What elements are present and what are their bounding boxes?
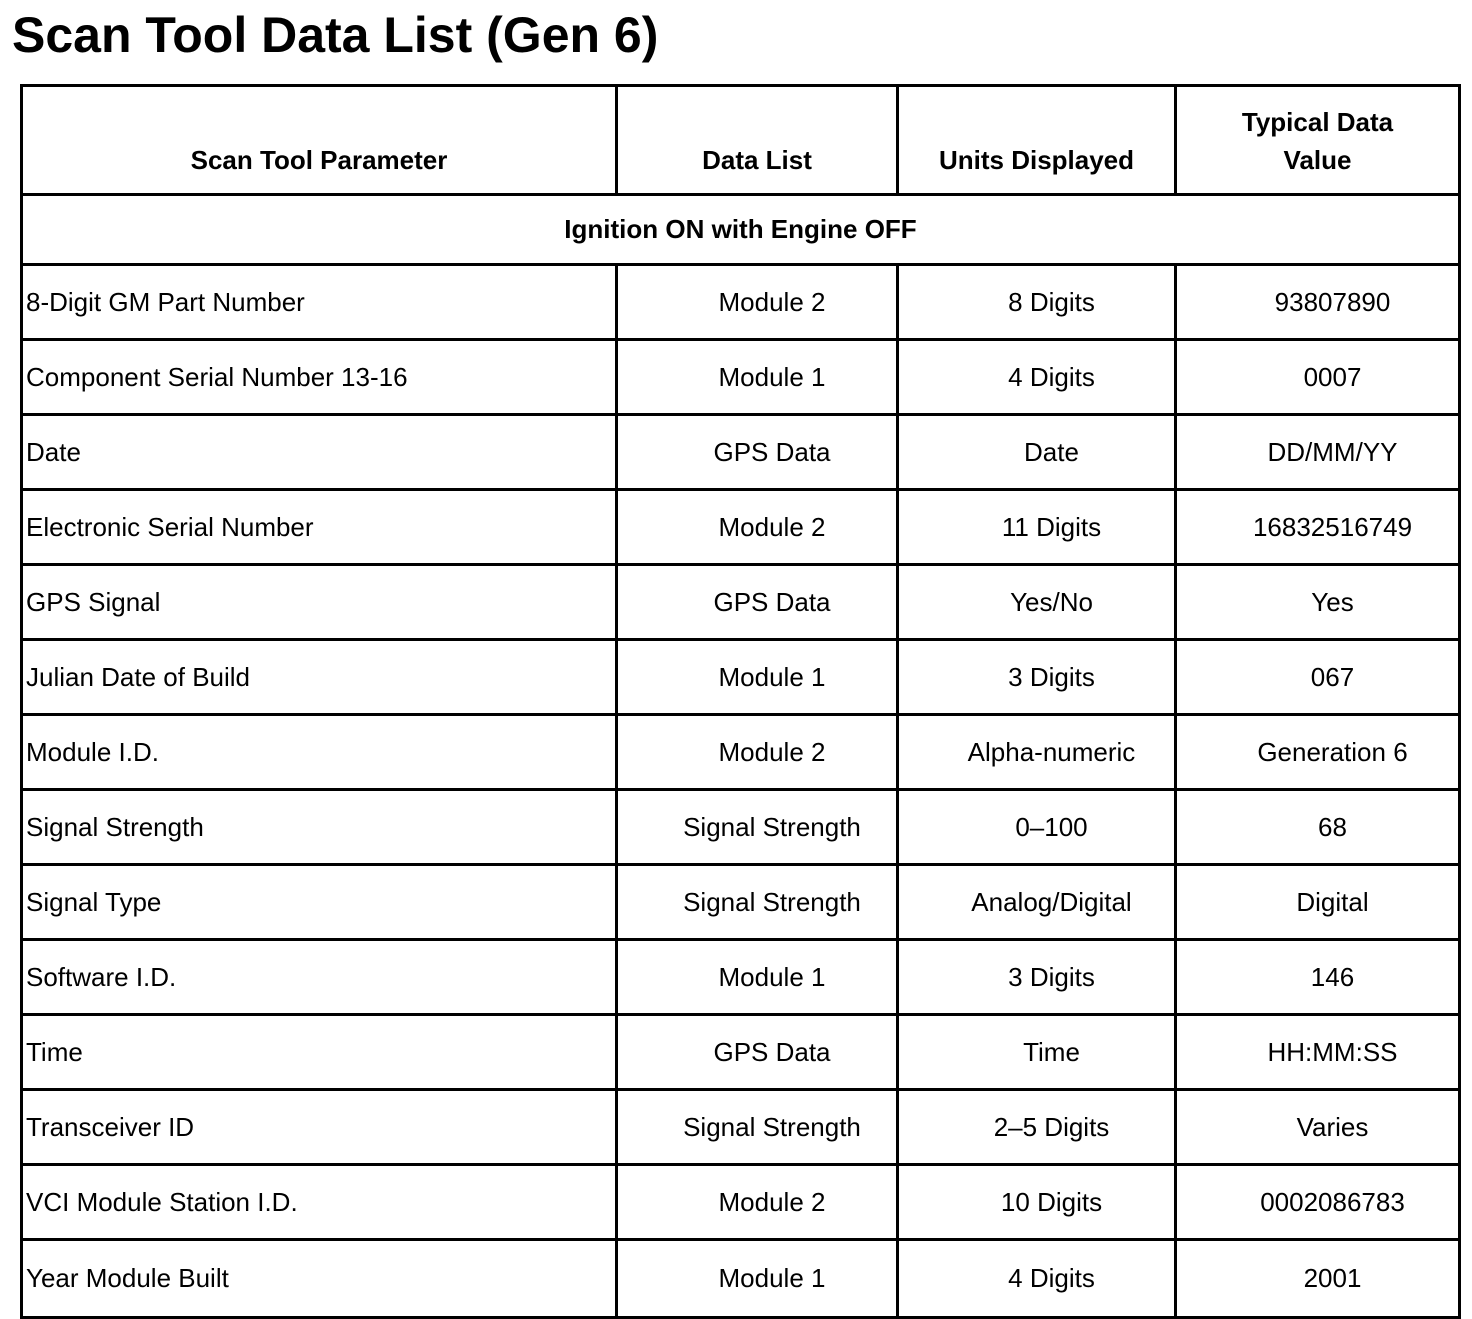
cell-typical-value: HH:MM:SS <box>1176 1015 1460 1090</box>
cell-units-displayed: 10 Digits <box>898 1165 1176 1240</box>
cell-data-list: Module 1 <box>617 1240 898 1318</box>
cell-data-list: Signal Strength <box>617 790 898 865</box>
cell-parameter: Julian Date of Build <box>22 640 617 715</box>
cell-parameter: Module I.D. <box>22 715 617 790</box>
header-units-displayed: Units Displayed <box>898 86 1176 195</box>
cell-data-list: Module 2 <box>617 265 898 340</box>
table-row <box>22 715 1460 790</box>
cell-data-list: Module 1 <box>617 940 898 1015</box>
header-typical-data-value <box>1176 86 1460 195</box>
cell-data-list: Module 1 <box>617 340 898 415</box>
cell-typical-value: 0007 <box>1176 340 1460 415</box>
cell-typical-value: 68 <box>1176 790 1460 865</box>
table-row <box>22 490 1460 565</box>
cell-units-displayed: Alpha-numeric <box>898 715 1176 790</box>
cell-units-displayed: 4 Digits <box>898 340 1176 415</box>
cell-data-list: Module 2 <box>617 490 898 565</box>
cell-typical-value: 2001 <box>1176 1240 1460 1318</box>
cell-typical-value: Yes <box>1176 565 1460 640</box>
header-data-list: Data List <box>617 86 898 195</box>
table-row <box>22 565 1460 640</box>
cell-units-displayed: 3 Digits <box>898 940 1176 1015</box>
cell-data-list: Module 2 <box>617 715 898 790</box>
cell-parameter: GPS Signal <box>22 565 617 640</box>
cell-parameter: Year Module Built <box>22 1240 617 1318</box>
cell-units-displayed: Time <box>898 1015 1176 1090</box>
page-title: Scan Tool Data List (Gen 6) <box>12 7 659 63</box>
cell-data-list: Signal Strength <box>617 865 898 940</box>
cell-units-displayed: 4 Digits <box>898 1240 1176 1318</box>
cell-units-displayed: 3 Digits <box>898 640 1176 715</box>
cell-units-displayed: Date <box>898 415 1176 490</box>
table-header-row <box>22 86 1460 195</box>
table-row <box>22 415 1460 490</box>
cell-parameter: Electronic Serial Number <box>22 490 617 565</box>
cell-typical-value: 146 <box>1176 940 1460 1015</box>
cell-typical-value: Digital <box>1176 865 1460 940</box>
cell-parameter: Signal Strength <box>22 790 617 865</box>
cell-typical-value: 93807890 <box>1176 265 1460 340</box>
table-row <box>22 640 1460 715</box>
table-row <box>22 790 1460 865</box>
cell-data-list: GPS Data <box>617 415 898 490</box>
cell-parameter: Component Serial Number 13-16 <box>22 340 617 415</box>
cell-typical-value: Varies <box>1176 1090 1460 1165</box>
header-typical-line2: Value <box>1283 145 1352 175</box>
cell-units-displayed: 11 Digits <box>898 490 1176 565</box>
table-row <box>22 1240 1460 1318</box>
cell-parameter: Transceiver ID <box>22 1090 617 1165</box>
cell-data-list: GPS Data <box>617 565 898 640</box>
cell-units-displayed: 8 Digits <box>898 265 1176 340</box>
cell-units-displayed: 2–5 Digits <box>898 1090 1176 1165</box>
cell-parameter: Signal Type <box>22 865 617 940</box>
table-row <box>22 340 1460 415</box>
cell-typical-value: 16832516749 <box>1176 490 1460 565</box>
cell-typical-value: 067 <box>1176 640 1460 715</box>
cell-typical-value: Generation 6 <box>1176 715 1460 790</box>
cell-units-displayed: Yes/No <box>898 565 1176 640</box>
cell-parameter: Time <box>22 1015 617 1090</box>
table-row <box>22 265 1460 340</box>
header-scan-tool-parameter: Scan Tool Parameter <box>22 86 617 195</box>
table-row <box>22 940 1460 1015</box>
cell-parameter: VCI Module Station I.D. <box>22 1165 617 1240</box>
cell-typical-value: 0002086783 <box>1176 1165 1460 1240</box>
cell-parameter: Software I.D. <box>22 940 617 1015</box>
cell-data-list: Module 1 <box>617 640 898 715</box>
table-row <box>22 865 1460 940</box>
cell-typical-value: DD/MM/YY <box>1176 415 1460 490</box>
section-title: Ignition ON with Engine OFF <box>22 195 1460 265</box>
cell-data-list: Module 2 <box>617 1165 898 1240</box>
cell-data-list: Signal Strength <box>617 1090 898 1165</box>
cell-parameter: Date <box>22 415 617 490</box>
table-row <box>22 1015 1460 1090</box>
cell-data-list: GPS Data <box>617 1015 898 1090</box>
cell-units-displayed: Analog/Digital <box>898 865 1176 940</box>
table-row <box>22 1090 1460 1165</box>
cell-units-displayed: 0–100 <box>898 790 1176 865</box>
scan-tool-data-table <box>20 84 1461 1319</box>
table-row <box>22 1165 1460 1240</box>
section-row <box>22 195 1460 265</box>
cell-parameter: 8-Digit GM Part Number <box>22 265 617 340</box>
header-typical-line1: Typical Data <box>1241 107 1394 137</box>
